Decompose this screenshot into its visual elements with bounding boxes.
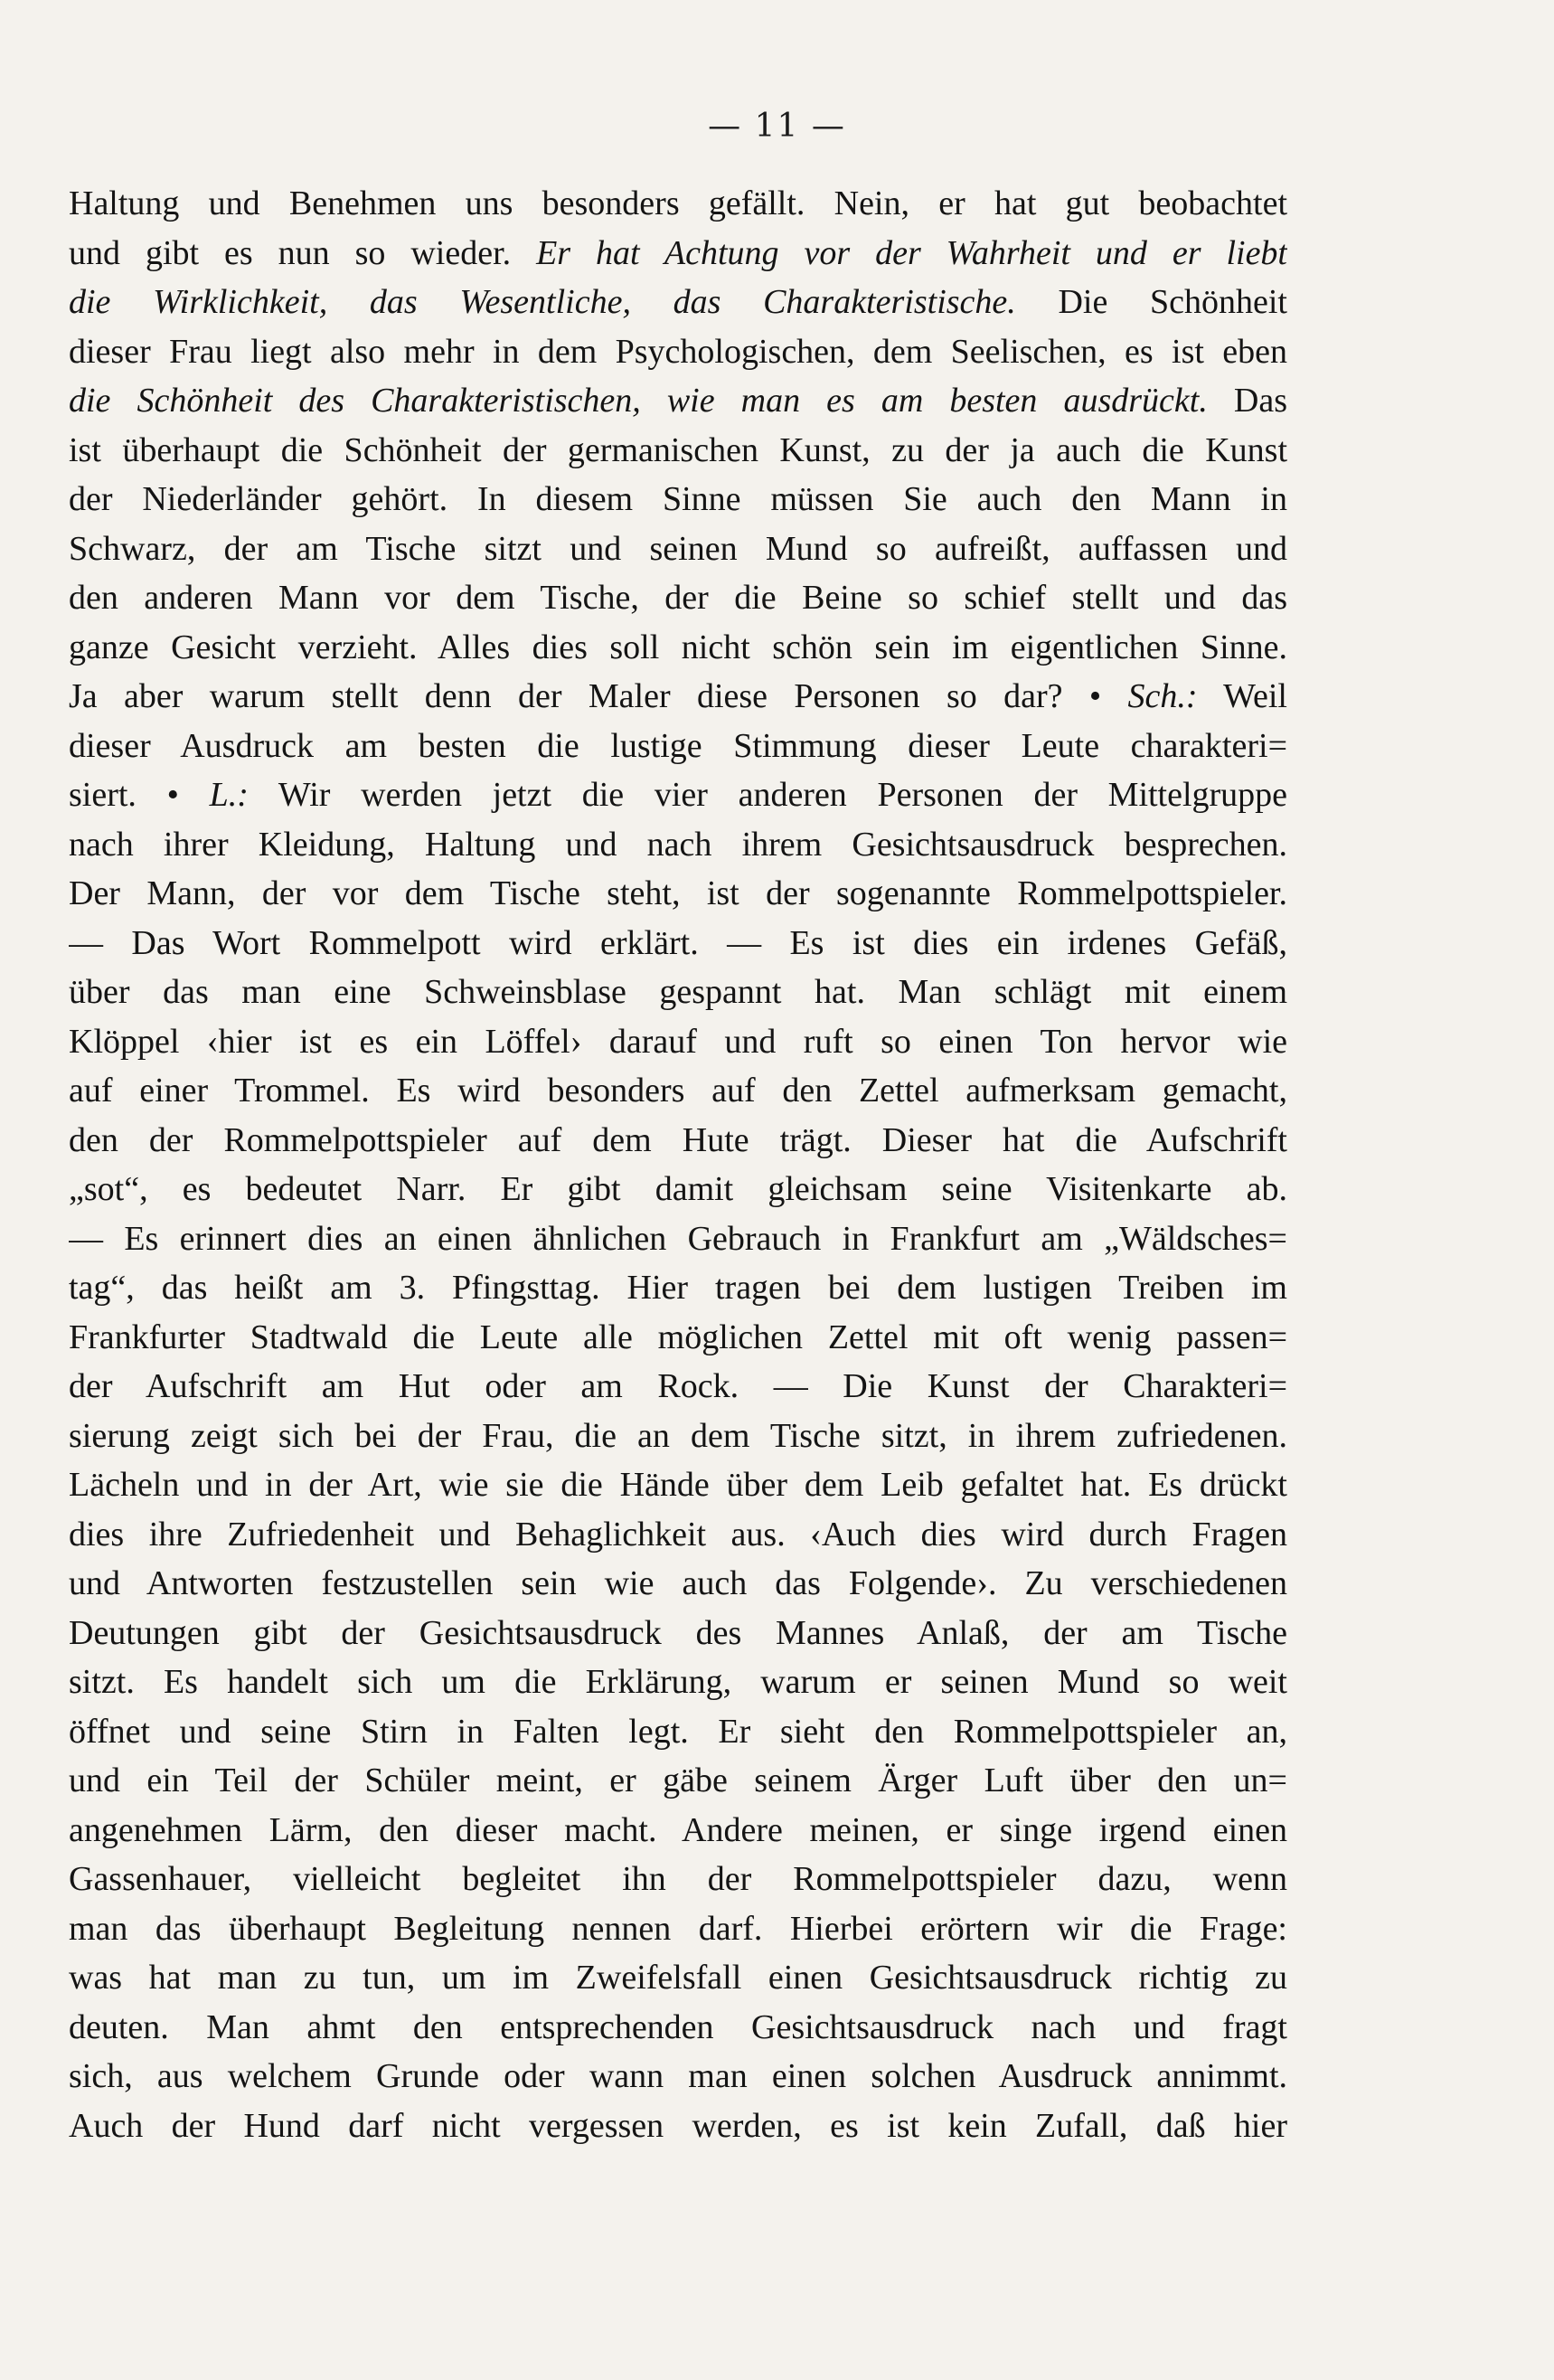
text-line — [69, 1904, 1287, 1954]
text-line — [69, 1609, 1287, 1658]
text-line — [69, 1707, 1287, 1757]
text-line — [69, 1116, 1287, 1166]
text-segment: deuten. Man ahmt den entsprechenden Gesichtsausdruck nach und fragt — [69, 2007, 1287, 2046]
text-segment: nach ihrer Kleidung, Haltung und nach ihrem Gesichtsausdruck besprechen. — [69, 825, 1287, 864]
text-line — [69, 1953, 1287, 2003]
text-segment: angenehmen Lärm, den dieser macht. Andere meinen, er singe irgend einen — [69, 1810, 1287, 1849]
text-segment: Gassenhauer, vielleicht begleitet ihn der Rommelpottspieler dazu, wenn — [69, 1860, 1287, 1898]
text-segment: über das man eine Schweinsblase gespannt hat. Man schlägt mit einem — [69, 973, 1287, 1011]
text-line — [69, 623, 1287, 673]
body-text — [69, 179, 1287, 2150]
text-line — [69, 1510, 1287, 1560]
text-segment: Ja aber warum stellt denn der Maler diese Personen so dar? • — [69, 677, 1128, 715]
text-segment: sich, aus welchem Grunde oder wann man einen solchen Ausdruck annimmt. — [69, 2057, 1287, 2095]
italic-text-segment: Sch.: — [1127, 677, 1198, 715]
text-segment: und gibt es nun so wieder. — [69, 233, 537, 272]
text-segment: — Das Wort Rommelpott wird erklärt. — Es ist dies ein irdenes Gefäß, — [69, 923, 1287, 962]
italic-text-segment: Er hat Achtung vor der Wahrheit und er liebt — [536, 233, 1287, 272]
text-segment: siert. • — [69, 776, 210, 814]
text-line — [69, 524, 1287, 574]
text-line — [69, 919, 1287, 968]
text-segment: sierung zeigt sich bei der Frau, die an dem Tische sitzt, in ihrem zufriedenen. — [69, 1416, 1287, 1455]
text-segment: Die Schönheit — [1015, 283, 1287, 321]
text-line — [69, 1313, 1287, 1363]
text-line — [69, 1756, 1287, 1806]
text-segment: tag“, das heißt am 3. Pfingsttag. Hier tragen bei dem lustigen Treiben im — [69, 1269, 1287, 1307]
text-segment: Der Mann, der vor dem Tische steht, ist der sogenannte Rommelpottspieler. — [69, 874, 1287, 912]
text-segment: ganze Gesicht verzieht. Alles dies soll nicht schön sein im eigentlichen Sinne. — [69, 628, 1287, 666]
text-line — [69, 1658, 1287, 1707]
text-line — [69, 770, 1287, 820]
text-line — [69, 1263, 1287, 1313]
text-segment: Frankfurter Stadtwald die Leute alle möglichen Zettel mit oft wenig passen= — [69, 1318, 1287, 1356]
text-line — [69, 1214, 1287, 1264]
text-segment: Weil — [1197, 677, 1287, 715]
text-line — [69, 2003, 1287, 2053]
text-line — [69, 968, 1287, 1017]
text-line — [69, 869, 1287, 919]
italic-text-segment: die Schönheit des Charakteristischen, wie man es am besten ausdrückt. — [69, 382, 1208, 420]
text-segment: Das — [1207, 382, 1287, 420]
text-line — [69, 1362, 1287, 1412]
text-segment: Deutungen gibt der Gesichtsausdruck des Mannes Anlaß, der am Tische — [69, 1613, 1287, 1652]
text-line — [69, 278, 1287, 327]
text-segment: Haltung und Benehmen uns besonders gefällt. Nein, er hat gut beobachtet — [69, 184, 1287, 222]
text-line — [69, 1412, 1287, 1461]
text-line — [69, 327, 1287, 377]
text-segment: Lächeln und in der Art, wie sie die Hände über dem Leib gefaltet hat. Es drückt — [69, 1466, 1287, 1504]
text-line — [69, 1806, 1287, 1856]
text-segment: dies ihre Zufriedenheit und Behaglichkeit aus. ‹Auch dies wird durch Fragen — [69, 1515, 1287, 1554]
text-segment: und Antworten festzustellen sein wie auch das Folgende›. Zu verschiedenen — [69, 1564, 1287, 1602]
text-segment: dieser Ausdruck am besten die lustige Stimmung dieser Leute charakteri= — [69, 726, 1287, 765]
text-line — [69, 722, 1287, 771]
text-line — [69, 820, 1287, 870]
text-segment: ist überhaupt die Schönheit der germanischen Kunst, zu der ja auch die Kunst — [69, 430, 1287, 469]
text-line — [69, 1017, 1287, 1067]
text-segment: sitzt. Es handelt sich um die Erklärung, warum er seinen Mund so weit — [69, 1663, 1287, 1701]
text-line — [69, 2052, 1287, 2101]
text-segment: Wir werden jetzt die vier anderen Personen der Mittelgruppe — [248, 776, 1287, 814]
text-segment: der Niederländer gehört. In diesem Sinne müssen Sie auch den Mann in — [69, 480, 1287, 518]
text-segment: auf einer Trommel. Es wird besonders auf den Zettel aufmerksam gemacht, — [69, 1072, 1287, 1110]
text-segment: den der Rommelpottspieler auf dem Hute trägt. Dieser hat die Aufschrift — [69, 1120, 1287, 1159]
text-line — [69, 2101, 1287, 2151]
text-segment: Schwarz, der am Tische sitzt und seinen Mund so aufreißt, auffassen und — [69, 529, 1287, 568]
text-segment: was hat man zu tun, um im Zweifelsfall einen Gesichtsausdruck richtig zu — [69, 1959, 1287, 1997]
text-line — [69, 1460, 1287, 1510]
text-line — [69, 672, 1287, 722]
text-segment: öffnet und seine Stirn in Falten legt. Er sieht den Rommelpottspieler an, — [69, 1712, 1287, 1751]
text-segment: man das überhaupt Begleitung nennen darf. Hierbei erörtern wir die Frage: — [69, 1909, 1287, 1948]
text-line — [69, 229, 1287, 279]
text-line — [69, 1066, 1287, 1116]
text-line — [69, 1559, 1287, 1609]
italic-text-segment: die Wirklichkeit, das Wesentliche, das Charakteristische. — [69, 283, 1016, 321]
text-line — [69, 1165, 1287, 1214]
text-segment: und ein Teil der Schüler meint, er gäbe seinem Ärger Luft über den un= — [69, 1761, 1287, 1799]
italic-text-segment: L.: — [209, 776, 249, 814]
text-segment: „sot“, es bedeutet Narr. Er gibt damit gleichsam seine Visitenkarte ab. — [69, 1170, 1287, 1208]
text-segment: Klöppel ‹hier ist es ein Löffel› darauf und ruft so einen Ton hervor wie — [69, 1022, 1287, 1061]
text-segment: den anderen Mann vor dem Tische, der die Beine so schief stellt und das — [69, 579, 1287, 617]
text-segment: dieser Frau liegt also mehr in dem Psychologischen, dem Seelischen, es ist eben — [69, 332, 1287, 371]
text-segment: Auch der Hund darf nicht vergessen werden, es ist kein Zufall, daß hier — [69, 2106, 1287, 2145]
text-segment: — Es erinnert dies an einen ähnlichen Gebrauch in Frankfurt am „Wäldsches= — [69, 1219, 1287, 1258]
text-line — [69, 475, 1287, 524]
text-line — [69, 179, 1287, 229]
text-line — [69, 426, 1287, 476]
text-line — [69, 376, 1287, 426]
text-segment: der Aufschrift am Hut oder am Rock. — Die Kunst der Charakteri= — [69, 1367, 1287, 1405]
text-line — [69, 1855, 1287, 1904]
text-line — [69, 573, 1287, 623]
page-number: — 11 — — [708, 108, 846, 145]
